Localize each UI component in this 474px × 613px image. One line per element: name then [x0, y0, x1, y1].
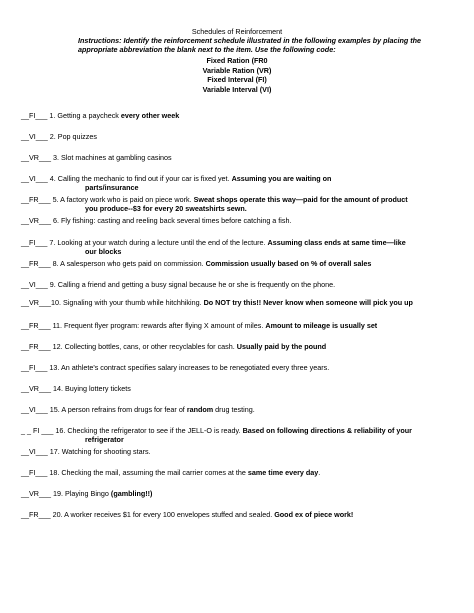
question-item-6 — [21, 216, 461, 225]
answer-blank: __FR___ — [21, 342, 51, 351]
item-note: every other week — [120, 111, 180, 120]
item-text: 10. Signaling with your thumb while hitchhiking. — [50, 298, 204, 307]
item-text: 3. Slot machines at gambling casinos — [50, 153, 172, 162]
item-text: 13. An athlete's contract specifies salary increases to be renegotiated every three years. — [47, 363, 330, 372]
item-note: (gambling!!) — [110, 489, 153, 498]
item-note: Good ex of piece work! — [274, 510, 354, 519]
answer-blank: __VR___ — [21, 216, 51, 225]
key-fixed-interval: Fixed Interval (FI) — [207, 75, 267, 84]
key-variable-ratio: Variable Ration (VR) — [202, 65, 272, 75]
question-item-1 — [21, 111, 461, 120]
question-item-9 — [21, 280, 461, 289]
question-item-12 — [21, 342, 461, 351]
page-title: Schedules of Reinforcement — [191, 27, 283, 36]
question-item-20 — [21, 510, 461, 519]
answer-blank: __VR___ — [21, 153, 51, 162]
answer-blank: __FI___ — [21, 111, 48, 120]
item-note: Usually paid by the pound — [236, 342, 327, 351]
question-item-13 — [21, 363, 461, 372]
item-text-after: . — [318, 468, 321, 477]
item-text: 16. Checking the refrigerator to see if the JELL-O is ready. — [53, 426, 243, 435]
item-text: 5. A factory work who is paid on piece work. — [50, 195, 194, 204]
item-text: 2. Pop quizzes — [47, 132, 97, 141]
question-item-14 — [21, 384, 461, 393]
answer-blank: __FI___ — [21, 363, 48, 372]
question-item-3 — [21, 153, 461, 162]
item-note-continued: our blocks — [85, 247, 122, 256]
item-note-continued: refrigerator — [85, 435, 124, 444]
item-note-continued: you produce--$3 for every 20 sweatshirts sewn. — [85, 204, 247, 213]
item-text: 11. Frequent flyer program: rewards after flying X amount of miles. — [50, 321, 266, 330]
answer-blank: __VI___ — [21, 132, 48, 141]
item-text: 9. Calling a friend and getting a busy signal because he or she is frequently on the phone. — [47, 280, 336, 289]
key-fixed-ratio: Fixed Ration (FR0 — [206, 56, 268, 65]
answer-blank: __VI___ — [21, 447, 48, 456]
item-note: Commission usually based on % of overall sales — [205, 259, 372, 268]
item-note: Assuming you are waiting on — [231, 174, 332, 183]
item-note: Sweat shops operate this way—paid for the amount of product — [193, 195, 408, 204]
answer-blank: __VR___ — [21, 298, 51, 307]
item-text: 15. A person refrains from drugs for fear of — [47, 405, 187, 414]
item-text: 19. Playing Bingo — [50, 489, 111, 498]
item-text: 6. Fly fishing: casting and reeling back several times before catching a fish. — [50, 216, 292, 225]
answer-blank: __VI___ — [21, 280, 48, 289]
item-note-continued: parts/insurance — [85, 183, 139, 192]
item-text: 8. A salesperson who gets paid on commission. — [50, 259, 206, 268]
item-text: 14. Buying lottery tickets — [50, 384, 131, 393]
item-note: Based on following directions & reliability of your — [242, 426, 412, 435]
question-item-11 — [21, 321, 461, 330]
item-text: 18. Checking the mail, assuming the mail carrier comes at the — [47, 468, 248, 477]
question-item-7 — [21, 238, 461, 256]
question-item-4 — [21, 174, 461, 192]
schedule-code-key — [0, 56, 474, 94]
instructions: Instructions: Identify the reinforcement schedule illustrated in the following examples by placing the appropriate abbreviation the blank next to the item. Use the following code: — [78, 36, 422, 54]
answer-blank: __FI___ — [21, 238, 48, 247]
question-item-8 — [21, 259, 461, 268]
answer-blank: __VI___ — [21, 174, 48, 183]
answer-blank: __FR___ — [21, 195, 51, 204]
answer-blank: __FR___ — [21, 321, 51, 330]
question-item-10 — [21, 298, 461, 307]
answer-blank: _ _ FI ___ — [21, 426, 54, 435]
item-note: Do NOT try this!! Never know when someone will pick you up — [203, 298, 413, 307]
question-item-16 — [21, 426, 461, 444]
question-item-15 — [21, 405, 461, 414]
answer-blank: __FR___ — [21, 510, 51, 519]
answer-blank: __FI___ — [21, 468, 48, 477]
question-item-17 — [21, 447, 461, 456]
item-text: 7. Looking at your watch during a lecture until the end of the lecture. — [47, 238, 268, 247]
item-note: Amount to mileage is usually set — [265, 321, 378, 330]
answer-blank: __VI___ — [21, 405, 48, 414]
answer-blank: __FR___ — [21, 259, 51, 268]
item-text: 20. A worker receives $1 for every 100 envelopes stuffed and sealed. — [50, 510, 275, 519]
question-item-19 — [21, 489, 461, 498]
key-variable-interval: Variable Interval (VI) — [202, 84, 272, 94]
question-item-18 — [21, 468, 461, 477]
question-item-2 — [21, 132, 461, 141]
item-text: 4. Calling the mechanic to find out if your car is fixed yet. — [47, 174, 232, 183]
item-note: Assuming class ends at same time—like — [267, 238, 406, 247]
answer-blank: __VR___ — [21, 384, 51, 393]
item-text: 12. Collecting bottles, cans, or other recyclables for cash. — [50, 342, 237, 351]
item-text: 17. Watching for shooting stars. — [47, 447, 151, 456]
item-note: random — [186, 405, 214, 414]
item-text: 1. Getting a paycheck — [47, 111, 121, 120]
item-note: same time every day — [247, 468, 319, 477]
question-item-5 — [21, 195, 461, 213]
answer-blank: __VR___ — [21, 489, 51, 498]
item-text-after: drug testing. — [213, 405, 255, 414]
